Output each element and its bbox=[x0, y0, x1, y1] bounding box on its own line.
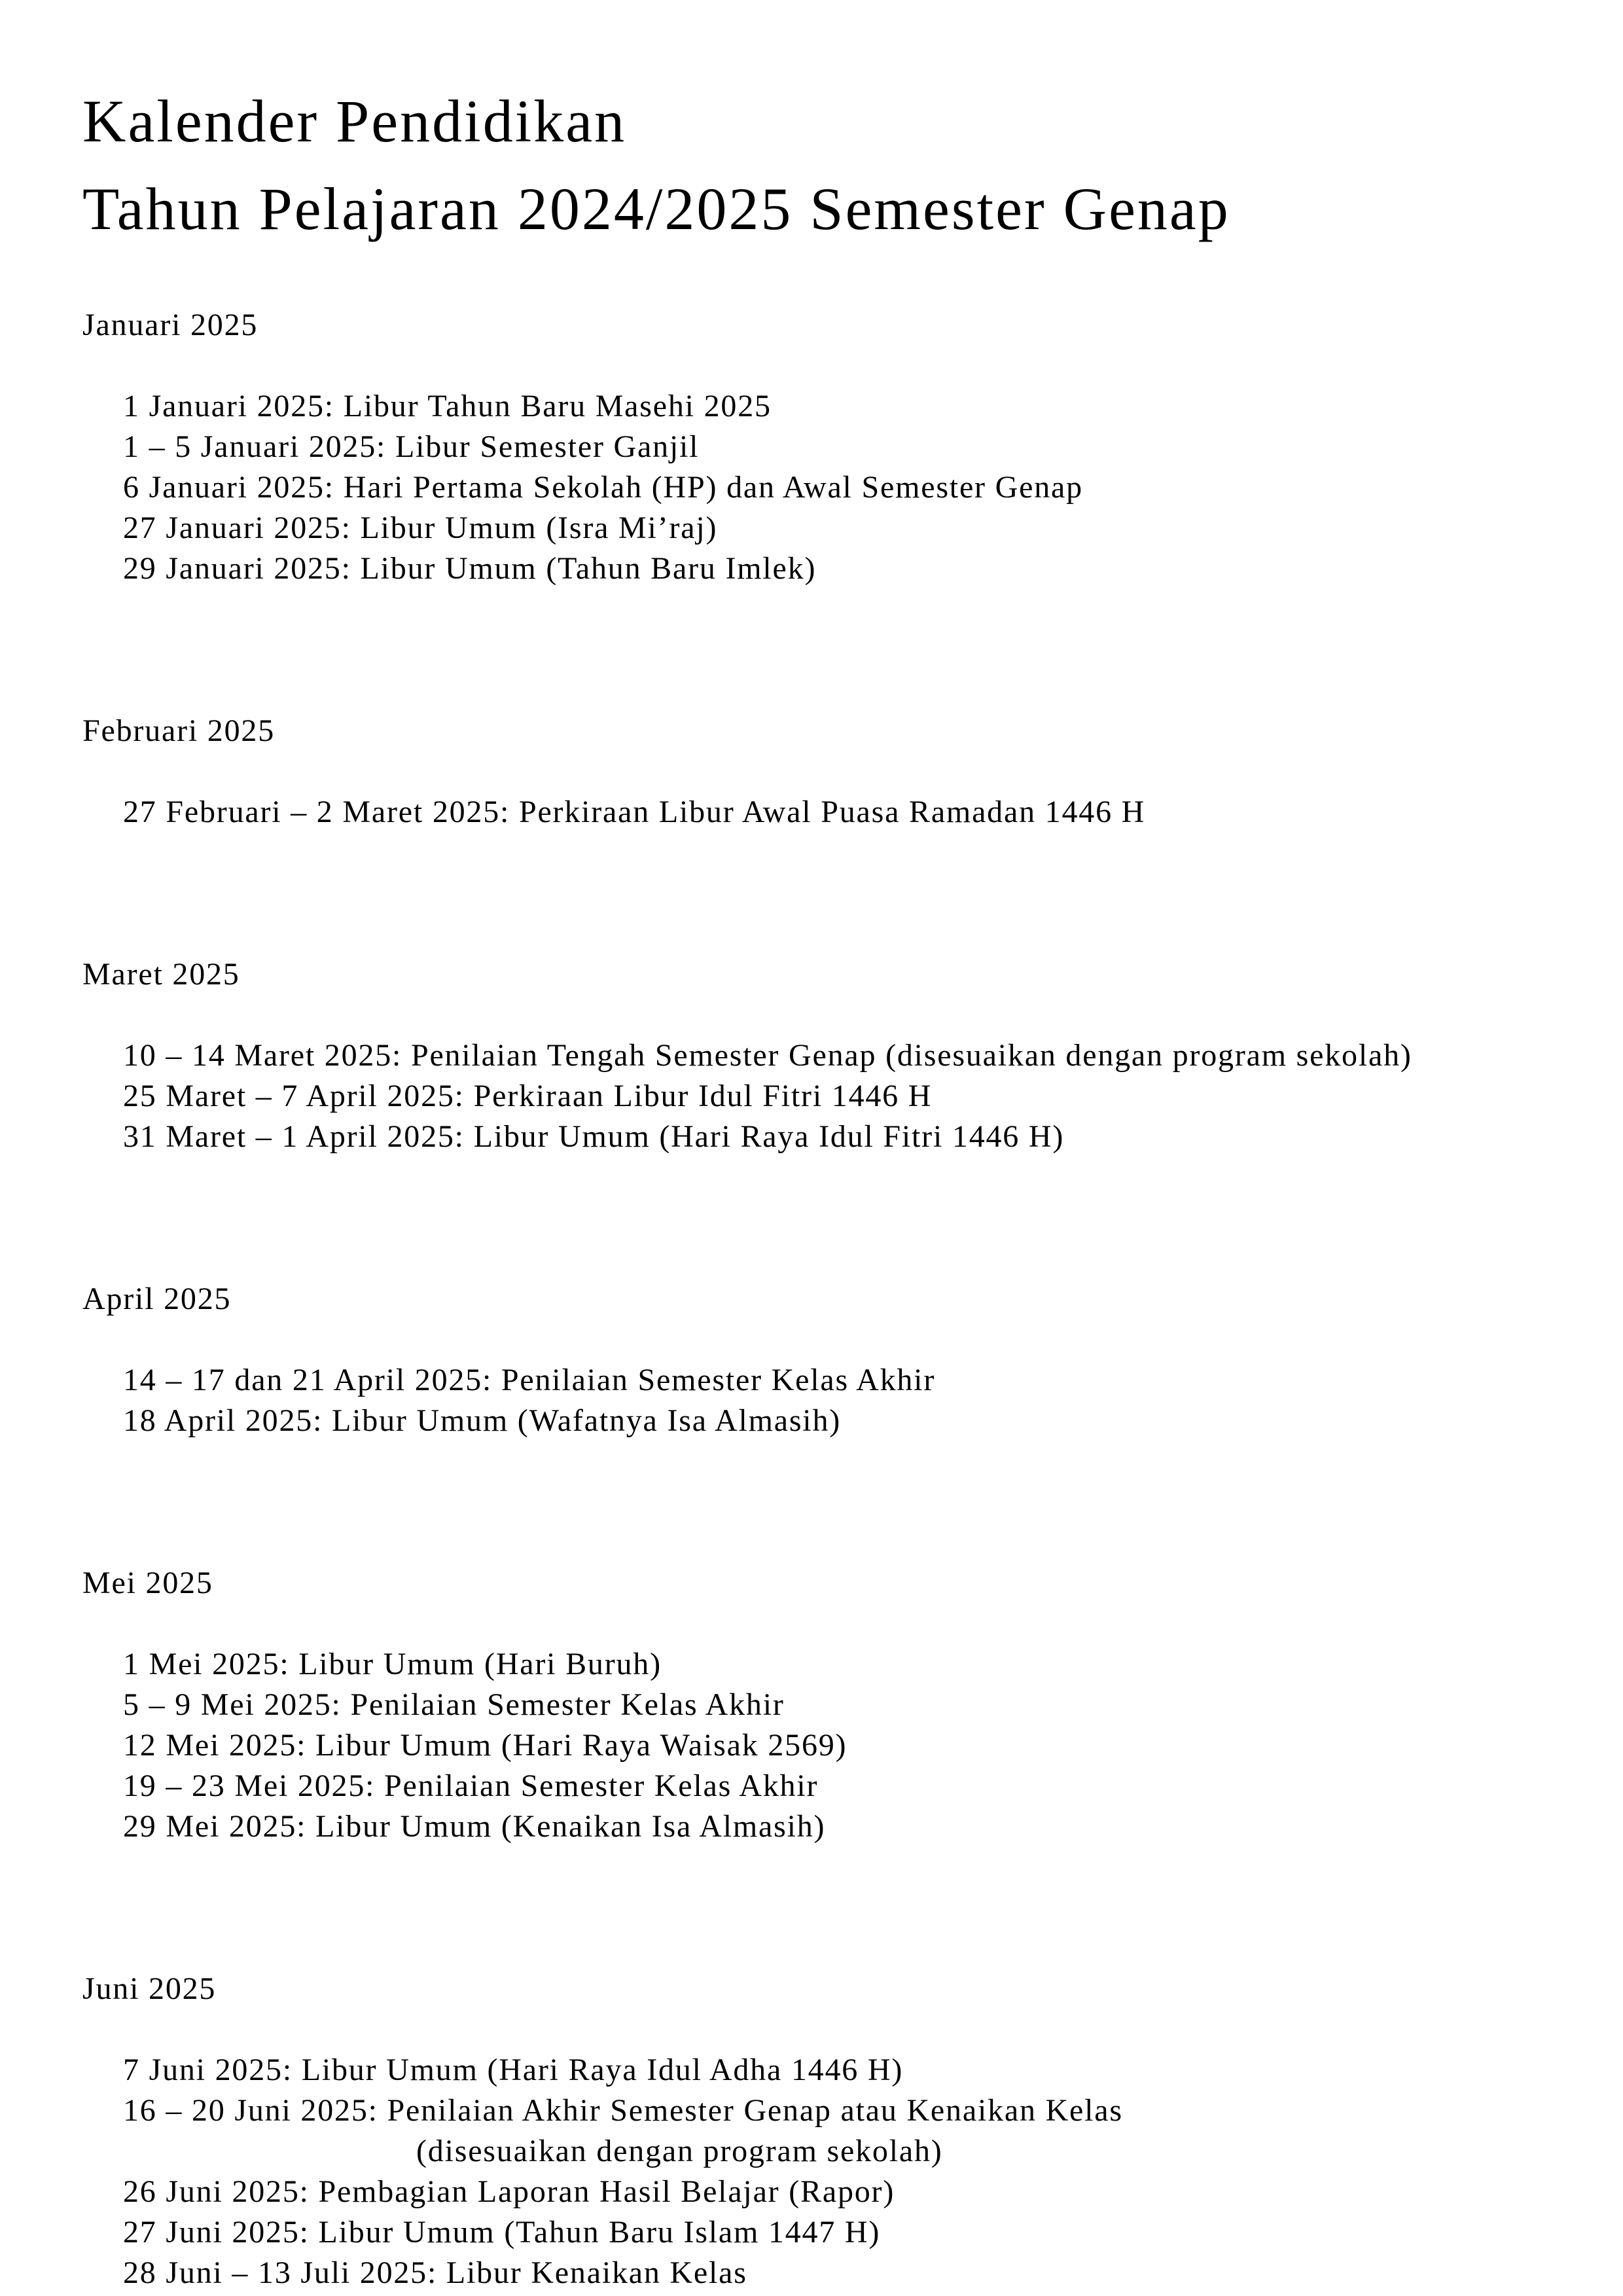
event-item: 27 Januari 2025: Libur Umum (Isra Mi’raj) bbox=[123, 511, 718, 545]
event-list bbox=[82, 1644, 1607, 1847]
event-item: 26 Juni 2025: Pembagian Laporan Hasil Belajar (Rapor) bbox=[123, 2174, 895, 2209]
event-item: 27 Februari – 2 Maret 2025: Perkiraan Libur Awal Puasa Ramadan 1446 H bbox=[123, 795, 1146, 829]
month-heading: Februari 2025 bbox=[82, 713, 276, 748]
event-item: 29 Mei 2025: Libur Umum (Kenaikan Isa Almasih) bbox=[123, 1809, 826, 1844]
section-januari bbox=[82, 305, 1607, 589]
event-list bbox=[82, 1035, 1607, 1157]
section-spacer bbox=[82, 1847, 1607, 1969]
event-text-continuation: (disesuaikan dengan program sekolah) bbox=[416, 2134, 943, 2168]
event-item: 27 Juni 2025: Libur Umum (Tahun Baru Islam 1447 H) bbox=[123, 2215, 881, 2250]
event-text: 16 – 20 Juni 2025: Penilaian Akhir Semester Genap atau Kenaikan Kelas bbox=[123, 2093, 1123, 2128]
month-heading: Juni 2025 bbox=[82, 1971, 217, 2006]
section-juni bbox=[82, 1969, 1607, 2293]
month-heading: Maret 2025 bbox=[82, 957, 240, 992]
event-item: 31 Maret – 1 April 2025: Libur Umum (Hari Raya Idul Fitri 1446 H) bbox=[123, 1119, 1065, 1154]
event-item: 1 Mei 2025: Libur Umum (Hari Buruh) bbox=[123, 1647, 662, 1681]
event-list bbox=[82, 792, 1607, 833]
month-heading: Mei 2025 bbox=[82, 1566, 213, 1600]
page-title bbox=[82, 77, 1230, 253]
event-item: 7 Juni 2025: Libur Umum (Hari Raya Idul Adha 1446 H) bbox=[123, 2053, 904, 2087]
section-spacer bbox=[82, 1157, 1607, 1279]
event-list bbox=[82, 1360, 1607, 1441]
section-spacer bbox=[82, 589, 1607, 711]
event-item: 14 – 17 dan 21 April 2025: Penilaian Semester Kelas Akhir bbox=[123, 1363, 936, 1397]
event-item bbox=[123, 2090, 1607, 2172]
event-list bbox=[82, 2050, 1607, 2293]
section-mei bbox=[82, 1563, 1607, 1847]
event-item: 18 April 2025: Libur Umum (Wafatnya Isa Almasih) bbox=[123, 1403, 842, 1438]
event-item: 6 Januari 2025: Hari Pertama Sekolah (HP) dan Awal Semester Genap bbox=[123, 470, 1083, 505]
event-item: 1 – 5 Januari 2025: Libur Semester Ganjil bbox=[123, 429, 700, 464]
section-spacer bbox=[82, 833, 1607, 954]
event-item: 10 – 14 Maret 2025: Penilaian Tengah Semester Genap (disesuaikan dengan program sekolah) bbox=[123, 1038, 1412, 1073]
event-item: 19 – 23 Mei 2025: Penilaian Semester Kelas Akhir bbox=[123, 1768, 819, 1803]
calendar-sections bbox=[82, 305, 1607, 2293]
event-item: 29 Januari 2025: Libur Umum (Tahun Baru Imlek) bbox=[123, 551, 817, 586]
event-item: 5 – 9 Mei 2025: Penilaian Semester Kelas Akhir bbox=[123, 1687, 785, 1722]
section-februari bbox=[82, 711, 1607, 833]
title-line-1: Kalender Pendidikan bbox=[82, 88, 627, 154]
month-heading: April 2025 bbox=[82, 1282, 232, 1316]
event-item: 28 Juni – 13 Juli 2025: Libur Kenaikan Kelas bbox=[123, 2255, 747, 2290]
section-april bbox=[82, 1279, 1607, 1441]
event-item: 1 Januari 2025: Libur Tahun Baru Masehi 2025 bbox=[123, 389, 772, 423]
section-maret bbox=[82, 954, 1607, 1157]
event-item: 25 Maret – 7 April 2025: Perkiraan Libur Idul Fitri 1446 H bbox=[123, 1079, 933, 1113]
event-item: 12 Mei 2025: Libur Umum (Hari Raya Waisak 2569) bbox=[123, 1728, 847, 1763]
month-heading: Januari 2025 bbox=[82, 308, 259, 342]
section-spacer bbox=[82, 1441, 1607, 1563]
title-line-2: Tahun Pelajaran 2024/2025 Semester Genap bbox=[82, 175, 1230, 242]
event-list bbox=[82, 386, 1607, 589]
